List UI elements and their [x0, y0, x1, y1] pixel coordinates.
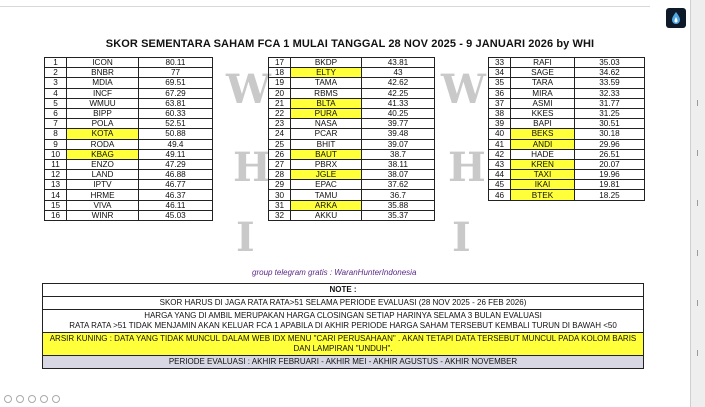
score-row — [489, 180, 645, 190]
stock-code-cell: BTEK — [511, 190, 575, 200]
score-cell: 39.77 — [362, 119, 435, 129]
rank-cell: 38 — [489, 108, 511, 118]
score-cell: 49.4 — [139, 139, 213, 149]
score-cell: 35.37 — [362, 210, 435, 220]
score-cell: 34.62 — [575, 68, 645, 78]
score-row — [45, 98, 213, 108]
stock-code-cell: HRME — [67, 190, 139, 200]
stock-code-cell: LAND — [67, 170, 139, 180]
score-row — [45, 139, 213, 149]
score-cell: 67.29 — [139, 88, 213, 98]
score-row — [269, 88, 435, 98]
score-row — [269, 180, 435, 190]
rank-cell: 36 — [489, 88, 511, 98]
score-cell: 46.77 — [139, 180, 213, 190]
stock-code-cell: BHIT — [291, 139, 362, 149]
score-cell: 32.33 — [575, 88, 645, 98]
score-row — [45, 149, 213, 159]
rank-cell: 39 — [489, 119, 511, 129]
score-row — [45, 78, 213, 88]
score-row — [489, 149, 645, 159]
rank-cell: 29 — [269, 180, 291, 190]
score-cell: 33.59 — [575, 78, 645, 88]
score-cell: 20.07 — [575, 159, 645, 169]
rank-cell: 40 — [489, 129, 511, 139]
rank-cell: 28 — [269, 170, 291, 180]
rank-cell: 10 — [45, 149, 67, 159]
watermark-letter-h-right: H — [448, 144, 486, 191]
rank-cell: 20 — [269, 88, 291, 98]
score-cell: 26.51 — [575, 149, 645, 159]
stock-code-cell: WMUU — [67, 98, 139, 108]
score-cell: 30.51 — [575, 119, 645, 129]
rank-cell: 8 — [45, 129, 67, 139]
score-row — [45, 119, 213, 129]
rank-cell: 46 — [489, 190, 511, 200]
watermark-letter-h-left: H — [233, 144, 271, 191]
notes-line-price-a: HARGA YANG DI AMBIL MERUPAKAN HARGA CLOSINGAN SETIAP HARINYA SELAMA 3 BULAN EVALUASI — [144, 311, 542, 320]
bottom-indicators — [4, 395, 60, 403]
score-cell: 19.81 — [575, 180, 645, 190]
rank-cell: 19 — [269, 78, 291, 88]
notes-line-period: PERIODE EVALUASI : AKHIR FEBRUARI - AKHIR MEI - AKHIR AGUSTUS - AKHIR NOVEMBER — [43, 356, 644, 369]
score-table-3 — [488, 57, 645, 201]
stock-code-cell: RBMS — [291, 88, 362, 98]
stock-code-cell: RAFI — [511, 58, 575, 68]
stock-code-cell: ARKA — [291, 200, 362, 210]
score-cell: 31.25 — [575, 108, 645, 118]
score-cell: 47.29 — [139, 159, 213, 169]
stock-code-cell: AKKU — [291, 210, 362, 220]
score-row — [489, 119, 645, 129]
rank-cell: 9 — [45, 139, 67, 149]
rank-cell: 15 — [45, 200, 67, 210]
indicator-dot — [28, 395, 36, 403]
stock-code-cell: BLTA — [291, 98, 362, 108]
rank-cell: 26 — [269, 149, 291, 159]
rank-cell: 16 — [45, 210, 67, 220]
score-row — [45, 190, 213, 200]
score-cell: 30.18 — [575, 129, 645, 139]
score-row — [269, 210, 435, 220]
stock-code-cell: BAUT — [291, 149, 362, 159]
score-cell: 43.81 — [362, 58, 435, 68]
watermark-letter-w-right: W — [441, 66, 486, 113]
stock-code-cell: BNBR — [67, 68, 139, 78]
rank-cell: 41 — [489, 139, 511, 149]
score-cell: 38.11 — [362, 159, 435, 169]
score-cell: 46.11 — [139, 200, 213, 210]
rank-cell: 45 — [489, 180, 511, 190]
score-row — [45, 180, 213, 190]
rank-cell: 5 — [45, 98, 67, 108]
score-row — [269, 129, 435, 139]
score-row — [269, 58, 435, 68]
rank-cell: 22 — [269, 108, 291, 118]
stock-code-cell: WINR — [67, 210, 139, 220]
score-cell: 77 — [139, 68, 213, 78]
score-row — [45, 200, 213, 210]
score-cell: 37.62 — [362, 180, 435, 190]
rank-cell: 33 — [489, 58, 511, 68]
score-row — [45, 210, 213, 220]
stock-code-cell: KBAG — [67, 149, 139, 159]
score-cell: 42.25 — [362, 88, 435, 98]
page-title: SKOR SEMENTARA SAHAM FCA 1 MULAI TANGGAL 28 NOV 2025 - 9 JANUARI 2026 by WHI — [105, 38, 595, 50]
score-cell: 45.03 — [139, 210, 213, 220]
stock-code-cell: KREN — [511, 159, 575, 169]
score-cell: 46.88 — [139, 170, 213, 180]
score-row — [269, 98, 435, 108]
score-table-2 — [268, 57, 435, 221]
stock-code-cell: MIRA — [511, 88, 575, 98]
score-cell: 42.62 — [362, 78, 435, 88]
rank-cell: 31 — [269, 200, 291, 210]
score-cell: 38.07 — [362, 170, 435, 180]
score-cell: 41.33 — [362, 98, 435, 108]
notes-header: NOTE : — [43, 284, 644, 297]
rank-cell: 4 — [45, 88, 67, 98]
stock-code-cell: POLA — [67, 119, 139, 129]
score-row — [45, 58, 213, 68]
rank-cell: 21 — [269, 98, 291, 108]
stock-code-cell: EPAC — [291, 180, 362, 190]
score-row — [269, 68, 435, 78]
score-cell: 49.11 — [139, 149, 213, 159]
score-row — [489, 98, 645, 108]
notes-line-price — [43, 310, 644, 333]
stock-code-cell: SAGE — [511, 68, 575, 78]
rank-cell: 7 — [45, 119, 67, 129]
rank-cell: 13 — [45, 180, 67, 190]
rank-cell: 37 — [489, 98, 511, 108]
score-cell: 36.7 — [362, 190, 435, 200]
score-cell: 50.88 — [139, 129, 213, 139]
stock-code-cell: ANDI — [511, 139, 575, 149]
score-cell: 63.81 — [139, 98, 213, 108]
score-row — [489, 129, 645, 139]
score-row — [269, 200, 435, 210]
score-row — [45, 108, 213, 118]
notes-line-score: SKOR HARUS DI JAGA RATA RATA>51 SELAMA PERIODE EVALUASI (28 NOV 2025 - 26 FEB 2026) — [43, 297, 644, 310]
rank-cell: 18 — [269, 68, 291, 78]
score-cell: 40.25 — [362, 108, 435, 118]
stock-code-cell: PCAR — [291, 129, 362, 139]
stock-code-cell: BKDP — [291, 58, 362, 68]
score-cell: 43 — [362, 68, 435, 78]
rank-cell: 14 — [45, 190, 67, 200]
stock-code-cell: HADE — [511, 149, 575, 159]
scrollbar[interactable] — [690, 0, 705, 407]
stock-code-cell: INCF — [67, 88, 139, 98]
stock-code-cell: NASA — [291, 119, 362, 129]
score-row — [489, 78, 645, 88]
stock-code-cell: KOTA — [67, 129, 139, 139]
stock-code-cell: TAMA — [291, 78, 362, 88]
rank-cell: 43 — [489, 159, 511, 169]
top-divider — [0, 6, 650, 7]
stock-code-cell: ELTY — [291, 68, 362, 78]
rank-cell: 2 — [45, 68, 67, 78]
score-cell: 80.11 — [139, 58, 213, 68]
indicator-dot — [40, 395, 48, 403]
rank-cell: 35 — [489, 78, 511, 88]
rank-cell: 32 — [269, 210, 291, 220]
score-cell: 31.77 — [575, 98, 645, 108]
score-cell: 46.37 — [139, 190, 213, 200]
rank-cell: 17 — [269, 58, 291, 68]
app-logo-icon[interactable] — [666, 8, 686, 28]
rank-cell: 6 — [45, 108, 67, 118]
rank-cell: 25 — [269, 139, 291, 149]
stock-code-cell: BEKS — [511, 129, 575, 139]
indicator-dot — [52, 395, 60, 403]
indicator-dot — [16, 395, 24, 403]
score-row — [489, 58, 645, 68]
score-row — [489, 170, 645, 180]
score-row — [489, 190, 645, 200]
telegram-group-text: group telegram gratis : WaranHunterIndonesia — [252, 268, 417, 277]
rank-cell: 11 — [45, 159, 67, 169]
score-row — [269, 139, 435, 149]
notes-line-yellow: ARSIR KUNING : DATA YANG TIDAK MUNCUL DALAM WEB IDX MENU "CARI PERUSAHAAN" . AKAN TETAPI DATA TERSEBUT MUNCUL PADA KOLOM BARIS DAN LAMPIRAN "UNDUH". — [43, 333, 644, 356]
rank-cell: 23 — [269, 119, 291, 129]
score-cell: 38.7 — [362, 149, 435, 159]
score-row — [269, 119, 435, 129]
rank-cell: 30 — [269, 190, 291, 200]
score-row — [45, 159, 213, 169]
stock-code-cell: TARA — [511, 78, 575, 88]
score-row — [269, 149, 435, 159]
score-cell: 60.33 — [139, 108, 213, 118]
rank-cell: 3 — [45, 78, 67, 88]
stock-code-cell: ASMI — [511, 98, 575, 108]
stock-code-cell: JGLE — [291, 170, 362, 180]
score-row — [269, 108, 435, 118]
score-row — [45, 88, 213, 98]
score-row — [45, 170, 213, 180]
score-cell: 39.07 — [362, 139, 435, 149]
score-row — [489, 88, 645, 98]
score-cell: 52.51 — [139, 119, 213, 129]
score-cell: 18.25 — [575, 190, 645, 200]
score-row — [45, 129, 213, 139]
notes-table — [42, 283, 644, 369]
rank-cell: 44 — [489, 170, 511, 180]
score-cell: 69.51 — [139, 78, 213, 88]
stock-code-cell: PBRX — [291, 159, 362, 169]
stock-code-cell: ICON — [67, 58, 139, 68]
stock-code-cell: VIVA — [67, 200, 139, 210]
score-row — [489, 68, 645, 78]
stock-code-cell: BIPP — [67, 108, 139, 118]
rank-cell: 12 — [45, 170, 67, 180]
score-row — [45, 68, 213, 78]
score-row — [269, 159, 435, 169]
stock-code-cell: RODA — [67, 139, 139, 149]
notes-line-price-b: RATA RATA >51 TIDAK MENJAMIN AKAN KELUAR FCA 1 APABILA DI AKHIR PERIODE HARGA SAHAM TERSEBUT KEMBALI TURUN DI BAWAH <50 — [69, 321, 617, 330]
score-row — [489, 108, 645, 118]
stock-code-cell: PURA — [291, 108, 362, 118]
score-table-1 — [44, 57, 213, 221]
score-row — [489, 139, 645, 149]
watermark-letter-i-left: I — [236, 214, 255, 261]
watermark-letter-w-left: W — [226, 66, 271, 113]
stock-code-cell: IKAI — [511, 180, 575, 190]
stock-code-cell: BAPI — [511, 119, 575, 129]
stock-code-cell: TAMU — [291, 190, 362, 200]
stock-code-cell: KKES — [511, 108, 575, 118]
score-cell: 29.96 — [575, 139, 645, 149]
score-row — [489, 159, 645, 169]
score-cell: 19.96 — [575, 170, 645, 180]
score-row — [269, 190, 435, 200]
stock-code-cell: IPTV — [67, 180, 139, 190]
stock-code-cell: ENZO — [67, 159, 139, 169]
stock-code-cell: MDIA — [67, 78, 139, 88]
rank-cell: 24 — [269, 129, 291, 139]
watermark-letter-i-right: I — [452, 214, 471, 261]
score-row — [269, 170, 435, 180]
score-cell: 35.88 — [362, 200, 435, 210]
rank-cell: 42 — [489, 149, 511, 159]
rank-cell: 27 — [269, 159, 291, 169]
score-cell: 35.03 — [575, 58, 645, 68]
score-cell: 39.48 — [362, 129, 435, 139]
rank-cell: 34 — [489, 68, 511, 78]
rank-cell: 1 — [45, 58, 67, 68]
score-row — [269, 78, 435, 88]
indicator-dot — [4, 395, 12, 403]
stock-code-cell: TAXI — [511, 170, 575, 180]
